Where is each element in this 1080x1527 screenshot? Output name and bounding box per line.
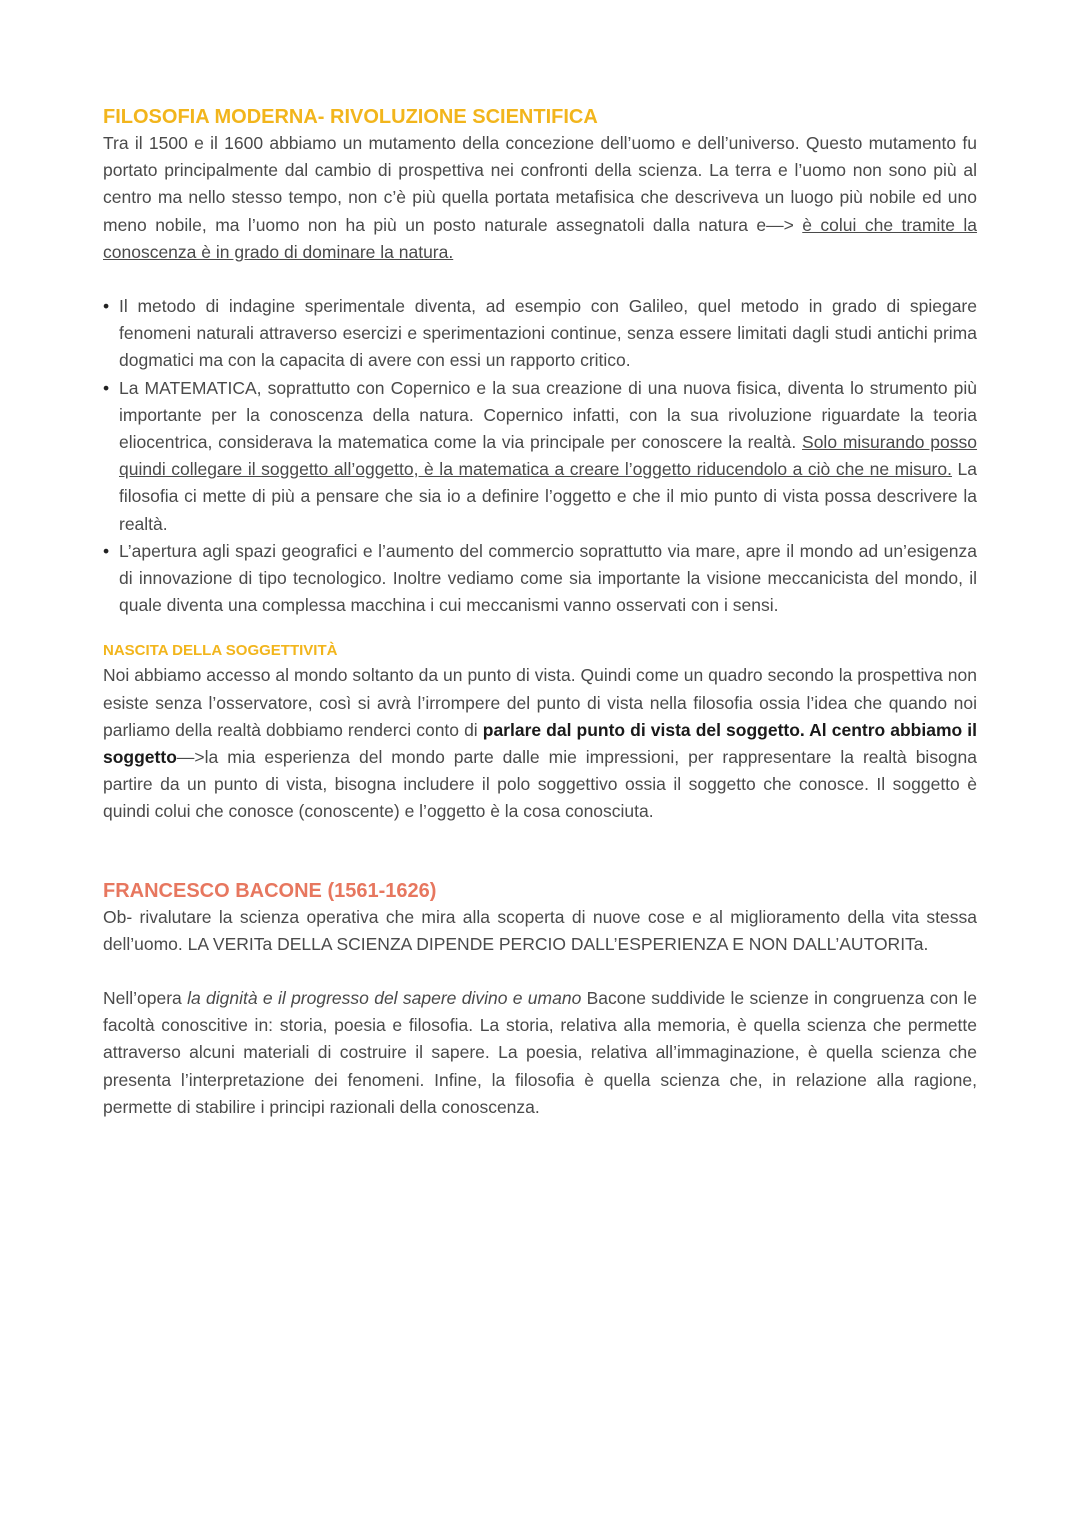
intro-paragraph: [103, 130, 977, 266]
bullet-icon: •: [103, 296, 110, 317]
document-page: [103, 104, 977, 1121]
bacone-objective-paragraph: Ob- rivalutare la scienza operativa che mira alla scoperta di nuove cose e al miglioramento della vita stessa dell’uomo. LA VERITa DELLA SCIENZA DIPENDE PERCIO DALL’ESPERIENZA E NON DALL’AUTORITa.: [103, 906, 977, 954]
section-title-bacone: FRANCESCO BACONE (1561-1626): [103, 879, 437, 902]
bacone-opera-paragraph: [103, 985, 977, 1121]
bacone-italic-title: la dignità e il progresso del sapere divino e umano: [187, 988, 582, 1009]
soggettivita-paragraph: [103, 662, 977, 825]
section-title-filosofia-moderna: FILOSOFIA MODERNA- RIVOLUZIONE SCIENTIFICA: [103, 106, 598, 128]
soggettivita-text: Noi abbiamo accesso al mondo soltanto da un punto di vista. Quindi come un quadro secondo la prospettiva non esiste senza l’osservatore, così si avrà l’irrompere del punto di vista nella filosofia ossia l’idea che quando noi parliamo della realtà dobbiamo renderci conto di: [103, 665, 977, 740]
bacone-text: Nell’opera: [103, 988, 188, 1009]
soggettivita-text-continued: —>la mia esperienza del mondo parte dalle mie impressioni, per rappresentare la realtà bisogna partire da un punto di vista, bisogna includere il polo soggettivo ossia il soggetto che conosce. Il soggetto è quindi colui che conosce (conoscente) e l’oggetto è la cosa conosciuta.: [103, 747, 977, 822]
section-title-soggettivita: NASCITA DELLA SOGGETTIVITÀ: [103, 642, 338, 660]
list-item-text: L’apertura agli spazi geografici e l’aumento del commercio soprattutto via mare, apre il mondo ad un’esigenza di innovazione di tipo tecnologico. Inoltre vediamo come sia importante la visione meccanicista del mondo, il quale diventa una complessa macchina i cui meccanismi vanno osservati con i sensi.: [119, 540, 977, 616]
bullet-icon: •: [103, 540, 110, 561]
list-item-text: La MATEMATICA, soprattutto con Copernico e la sua creazione di una nuova fisica, diventa lo strumento più importante per la conoscenza della natura. Copernico infatti, con la sua rivoluzione riguardate la teoria eliocentrica, considerava la matematica come la via principale per conoscere la realtà.: [119, 377, 977, 453]
list-item-apertura: [103, 538, 977, 620]
intro-text: Tra il 1500 e il 1600 abbiamo un mutamento della concezione dell’uomo e dell’universo. Questo mutamento fu portato principalmente dal cambio di prospettiva nei confronti della scienza. La terra e l’uomo non sono più al centro ma nello stesso tempo, non c’è più quella portata metafisica che descriveva un luogo più nobile ed uno meno nobile, ma l’uomo non ha più un posto naturale assegnatoli dalla natura e—>: [103, 133, 977, 235]
bullet-icon: •: [103, 377, 110, 398]
bullet-list: [103, 293, 977, 619]
list-item-underlined-text: Solo misurando posso quindi collegare il soggetto all’oggetto, è la matematica a creare l’oggetto riducendolo a ciò che ne misuro.: [119, 432, 978, 480]
bacone-text-continued: Bacone suddivide le scienze in congruenza con le facoltà conoscitive in: storia, poesia e filosofia. La storia, relativa alla memoria, è quella scienza che permette attraverso alcuni materiali di costruire il sapere. La poesia, relativa all’immaginazione, è quella scienza che presenta l’interpretazione dei fenomeni. Infine, la filosofia è quella scienza che, in relazione alla ragione, permette di stabilire i principi razionali della conoscenza.: [103, 988, 977, 1117]
list-item-text-continued: La filosofia ci mette di più a pensare che sia io a definire l’oggetto e che il mio punto di vista possa descrivere la realtà.: [119, 459, 977, 534]
intro-underlined-text: è colui che tramite la conoscenza è in grado di dominare la natura.: [103, 214, 978, 262]
list-item-matematica: [103, 375, 977, 538]
list-item-text: Il metodo di indagine sperimentale diventa, ad esempio con Galileo, quel metodo in grado di spiegare fenomeni naturali attraverso esercizi e sperimentazioni continue, senza essere limitati dagli studi antichi prima dogmatici ma con la capacita di avere con essi un rapporto critico.: [119, 296, 977, 371]
list-item-metodo: [103, 293, 977, 375]
soggettivita-bold-text: parlare dal punto di vista del soggetto. Al centro abbiamo il soggetto: [103, 719, 977, 768]
